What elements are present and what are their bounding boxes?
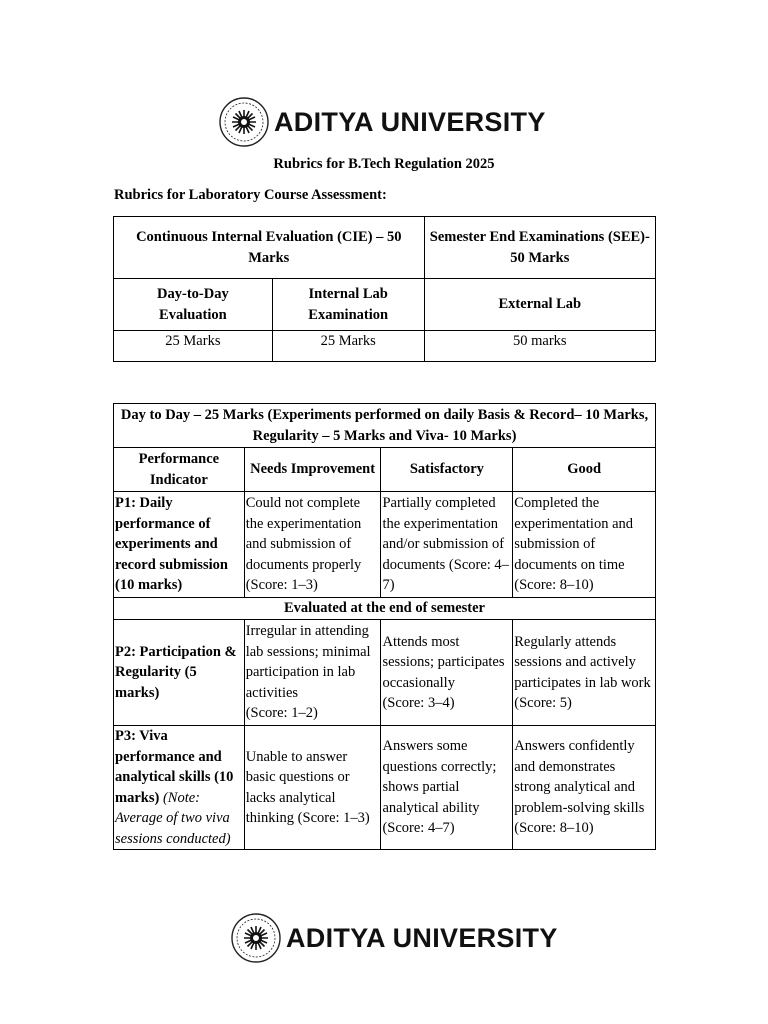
p2-satisfactory-text: Attends most sessions; participates occasionally [382, 633, 505, 691]
see-header [424, 217, 655, 279]
p2-good: Regularly attends sessions and actively participates in lab work (Score: 5) [513, 620, 656, 726]
p3-satisfactory-score: (Score: 4–7) [382, 820, 455, 837]
p2-needs-text: Irregular in attending lab sessions; minimal participation in lab activities [245, 623, 371, 701]
section-label: Evaluated at the end of semester [114, 598, 656, 620]
p2-needs-improvement [244, 620, 381, 726]
university-emblem-icon [230, 912, 282, 964]
table-row [114, 726, 656, 850]
p1-needs-text: Could not complete the experimentation and submission of documents properly [245, 495, 362, 573]
p2-needs-score: (Score: 1–2) [245, 705, 318, 722]
assessment-table [113, 216, 656, 362]
p3-indicator-note: (Note: Average of two viva sessions conducted) [115, 789, 231, 847]
university-emblem-icon [218, 96, 270, 148]
table-row [114, 620, 656, 726]
page-title: Rubrics for B.Tech Regulation 2025 [273, 156, 495, 172]
header-needs-improvement: Needs Improvement [244, 448, 381, 492]
table-row [114, 598, 656, 620]
p1-good [513, 492, 656, 598]
see-header-line2: 50 Marks [510, 249, 570, 266]
see-header-line1: Semester End Examinations (SEE)- [429, 229, 650, 245]
p2-satisfactory-score: (Score: 3–4) [382, 695, 455, 711]
table-row [114, 492, 656, 598]
value-internal-lab: 25 Marks [272, 331, 424, 362]
p1-indicator: P1: Daily performance of experiments and record submission (10 marks) [114, 492, 245, 598]
p1-needs-improvement [244, 492, 381, 598]
university-name: ADITYA UNIVERSITY [286, 922, 558, 953]
p3-good-text: Answers confidently and demonstrates strong analytical and problem-solving skills [514, 738, 645, 816]
value-day-to-day: 25 Marks [114, 331, 273, 362]
table-row [114, 404, 656, 448]
value-external-lab: 50 marks [424, 331, 655, 362]
rubric-title: Day to Day – 25 Marks (Experiments performed on daily Basis & Record– 10 Marks, Regularity – 5 Marks and Viva- 10 Marks) [114, 404, 656, 448]
table-row [114, 331, 656, 362]
cie-header: Continuous Internal Evaluation (CIE) – 50 Marks [114, 217, 425, 279]
col-internal-lab: Internal Lab Examination [272, 279, 424, 331]
table-row [114, 448, 656, 492]
table-row [114, 279, 656, 331]
p3-needs-improvement: Unable to answer basic questions or lacks analytical thinking (Score: 1–3) [244, 726, 381, 850]
p3-good-score: (Score: 8–10) [514, 820, 594, 837]
university-logo-footer [230, 912, 558, 964]
university-logo-header [218, 96, 546, 148]
col-day-to-day: Day-to-Day Evaluation [114, 279, 273, 331]
p3-indicator-text: P3: Viva performance and analytical skills (10 marks) [115, 728, 234, 806]
p3-satisfactory [381, 726, 513, 850]
p2-indicator: P2: Participation & Regularity (5 marks) [114, 620, 245, 726]
p3-satisfactory-text: Answers some questions correctly; shows partial analytical ability [382, 738, 497, 816]
header-satisfactory: Satisfactory [381, 448, 513, 492]
header-good: Good [513, 448, 656, 492]
table-row [114, 217, 656, 279]
p1-good-text: Completed the experimentation and submission of documents on time [514, 495, 634, 573]
p1-good-score: (Score: 8–10) [514, 577, 594, 594]
p1-satisfactory [381, 492, 513, 598]
p1-needs-score: (Score: 1–3) [245, 577, 318, 594]
header-performance-indicator: Performance Indicator [114, 448, 245, 492]
university-name: ADITYA UNIVERSITY [274, 106, 546, 137]
p2-satisfactory [381, 620, 513, 726]
p3-good [513, 726, 656, 850]
rubric-table [113, 403, 656, 850]
p1-satisfactory-text: Partially completed the experimentation and/or submission of documents [382, 495, 505, 573]
p1-satisfactory-score: (Score: 4–7) [382, 556, 509, 594]
col-external-lab: External Lab [424, 279, 655, 331]
p3-indicator [114, 726, 245, 850]
section-heading: Rubrics for Laboratory Course Assessment: [114, 187, 387, 203]
